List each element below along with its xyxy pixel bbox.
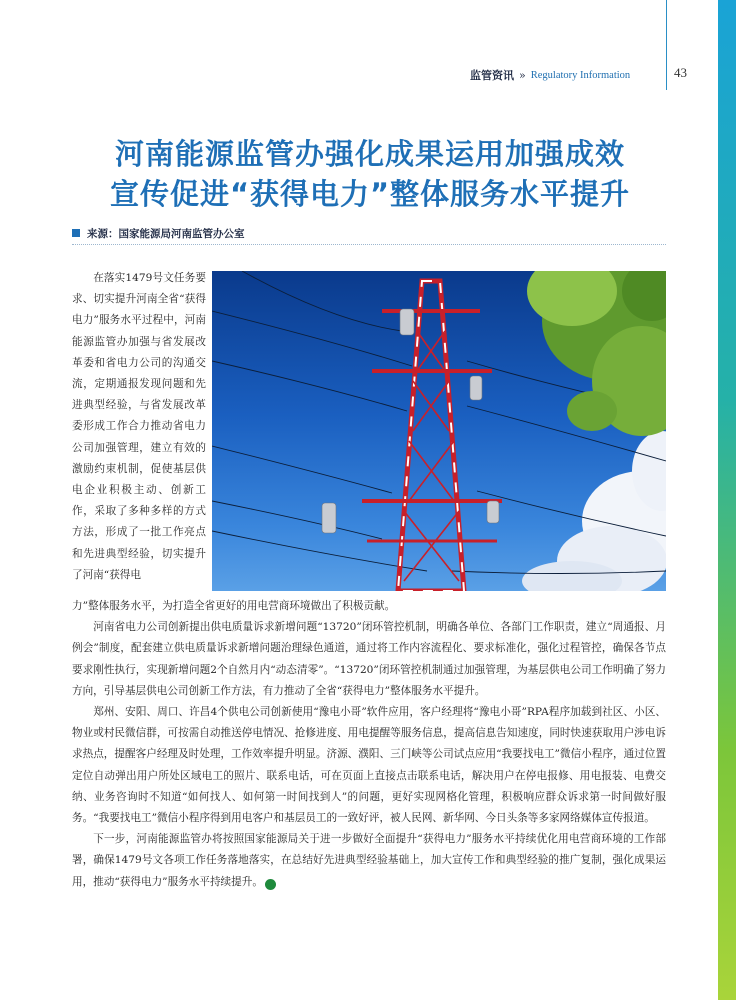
page-number: 43 [674, 65, 687, 80]
section-title-cn: 监管资讯 [470, 69, 514, 82]
source-text: 来源：国家能源局河南监管办公室 [87, 227, 245, 240]
power-tower-photo [212, 271, 666, 591]
article-title [60, 134, 680, 214]
paragraph-2: 河南省电力公司创新提出供电质量诉求新增问题“13720”闭环管控机制，明确各单位、各部门工作职责，建立“周通报、月例会”制度，配套建立供电质量诉求新增问题治理绿色通道，通过将工作内容流程化、要求标准化，强化过程管控，确保各节点要求刚性执行，实现新增问题2个自然月内“动态清零”。“13720”闭环管控机制通过加强管理，为基层供电公司工作明确了努力方向，引导基层供电公司创新工作方法，有力推动了全省“获得电力”整体服务水平提升。 [72, 621, 666, 697]
double-chevron-icon: » [519, 68, 526, 82]
article-title-line-2: 宣传促进“获得电力”整体服务水平提升 [109, 177, 631, 211]
square-bullet-icon [72, 229, 80, 237]
running-head [470, 66, 630, 84]
tree-foliage [527, 271, 666, 436]
power-tower-illustration [212, 271, 666, 591]
wrapped-text-column [72, 268, 206, 586]
article-source [72, 225, 245, 241]
paragraph-4-text: 下一步，河南能源监管办将按照国家能源局关于进一步做好全面提升“获得电力”服务水平持续优化用电营商环境的工作部署，确保1479号文各项工作任务落地落实，在总结好先进典型经验基础上，加大宣传工作和典型经验的推广复制，强化成果运用，推动“获得电力”服务水平持续提升。 [72, 833, 666, 888]
paragraph-1-continued: 力”整体服务水平，为打造全省更好的用电营商环境做出了积极贡献。 [72, 600, 396, 612]
side-color-strip [718, 0, 736, 1000]
paragraph-4 [72, 829, 666, 893]
section-title-en: Regulatory Information [530, 69, 631, 81]
dotted-divider [72, 244, 666, 245]
header-divider-line [666, 0, 667, 90]
paragraph-1-wrapped: 在落实1479号文任务要求、切实提升河南全省“获得电力”服务水平过程中，河南能源监管办加强与省发展改革委和省电力公司的沟通交流，定期通报发现问题和先进典型经验，与省发展改革委形成工作合力推动省电力公司加强管理，建立有效的激励约束机制，促使基层供电企业积极主动、创新工作，采取了多种多样的方式方法，形成了一批工作亮点和先进典型经验，切实提升了河南“获得电 [72, 272, 206, 581]
end-mark-icon: 电 [265, 879, 276, 890]
article-body [72, 596, 666, 893]
paragraph-3: 郑州、安阳、周口、许昌4个供电公司创新使用“豫电小哥”软件应用，客户经理将“豫电小哥”RPA程序加载到社区、小区、物业或村民微信群，可按需自动推送停电情况、抢修进度、用电提醒等服务信息，提高信息告知速度，同时快速获取用户涉电诉求热点，提醒客户经理及时处理，工作效率提升明显。济源、濮阳、三门峡等公司试点应用“我要找电工”微信小程序，通过位置定位自动弹出用户所处区域电工的照片、联系电话，可在页面上直接点击联系电话，解决用户在停电报修、用电报装、电费交纳、业务咨询时不知道“如何找人、如何第一时间找到人”的问题，更好实现网格化管理，积极响应群众诉求第一时间做好服务。“我要找电工”微信小程序得到用电客户和基层员工的一致好评，被人民网、新华网、今日头条等多家网络媒体宣传报道。 [72, 706, 666, 825]
article-title-line-1: 河南能源监管办强化成果运用加强成效 [114, 137, 625, 171]
